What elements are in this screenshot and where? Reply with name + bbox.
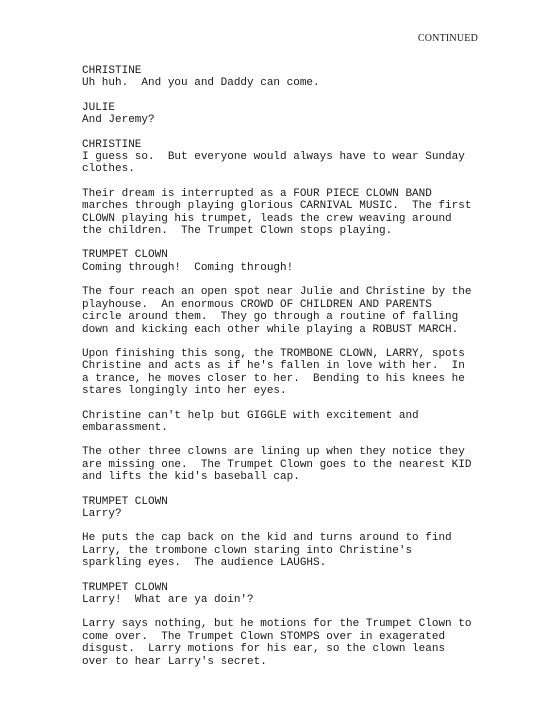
dialogue-line: Uh huh. And you and Daddy can come. [82, 77, 320, 90]
action-line: playhouse. An enormous CROWD OF CHILDREN AND PARENTS [82, 298, 432, 311]
action-line: Their dream is interrupted as a FOUR PIECE CLOWN BAND [82, 187, 432, 200]
dialogue-line: And Jeremy? [82, 114, 155, 127]
action-block [82, 446, 482, 483]
action-block [82, 618, 482, 668]
action-line: CLOWN playing his trumpet, leads the crew weaving around [82, 212, 452, 225]
dialogue-block [82, 249, 482, 274]
action-line: a trance, he moves closer to her. Bending to his knees he [82, 372, 465, 385]
dialogue-block [82, 102, 482, 127]
dialogue-block [82, 139, 482, 176]
action-line: The other three clowns are lining up when they notice they [82, 446, 465, 459]
action-line: Christine can't help but GIGGLE with excitement and [82, 409, 419, 422]
action-block [82, 188, 482, 238]
script-body [82, 65, 482, 680]
character-name: TRUMPET CLOWN [82, 495, 168, 508]
character-name: CHRISTINE [82, 65, 142, 77]
action-line: sparkling eyes. The audience LAUGHS. [82, 557, 327, 570]
character-name: JULIE [82, 101, 116, 114]
action-block [82, 532, 482, 569]
action-line: and lifts the kid's baseball cap. [82, 471, 300, 484]
action-line: He puts the cap back on the kid and turns around to find [82, 532, 452, 545]
continued-label: CONTINUED [417, 33, 478, 44]
action-line: disgust. Larry motions for his ear, so the clown leans [82, 643, 446, 656]
action-line: Upon finishing this song, the TROMBONE CLOWN, LARRY, spots [82, 347, 465, 360]
action-block [82, 410, 482, 435]
action-line: The four reach an open spot near Julie and Christine by the [82, 286, 472, 299]
action-block [82, 286, 482, 336]
dialogue-block [82, 65, 482, 90]
action-line: over to hear Larry's secret. [82, 655, 267, 668]
dialogue-block [82, 582, 482, 607]
action-line: circle around them. They go through a routine of falling [82, 311, 459, 324]
dialogue-line: Larry? [82, 507, 122, 520]
dialogue-line: I guess so. But everyone would always have to wear Sunday [82, 151, 465, 164]
action-line: Larry says nothing, but he motions for the Trumpet Clown to [82, 618, 472, 631]
dialogue-line: clothes. [82, 163, 135, 176]
dialogue-block [82, 496, 482, 521]
action-line: marches through playing glorious CARNIVAL MUSIC. The first [82, 200, 472, 213]
action-line: Christine and acts as if he's fallen in love with her. In [82, 360, 465, 373]
action-line: stares longingly into her eyes. [82, 385, 287, 398]
action-line: down and kicking each other while playing a ROBUST MARCH. [82, 323, 459, 336]
action-line: come over. The Trumpet Clown STOMPS over in exagerated [82, 630, 446, 643]
character-name: TRUMPET CLOWN [82, 581, 168, 594]
dialogue-line: Coming through! Coming through! [82, 261, 294, 274]
action-line: the children. The Trumpet Clown stops playing. [82, 225, 393, 238]
action-block [82, 348, 482, 398]
character-name: TRUMPET CLOWN [82, 249, 168, 262]
action-line: embarassment. [82, 421, 168, 434]
action-line: are missing one. The Trumpet Clown goes to the nearest KID [82, 458, 472, 471]
dialogue-line: Larry! What are ya doin'? [82, 594, 254, 606]
character-name: CHRISTINE [82, 138, 142, 151]
action-line: Larry, the trombone clown staring into Christine's [82, 544, 413, 557]
